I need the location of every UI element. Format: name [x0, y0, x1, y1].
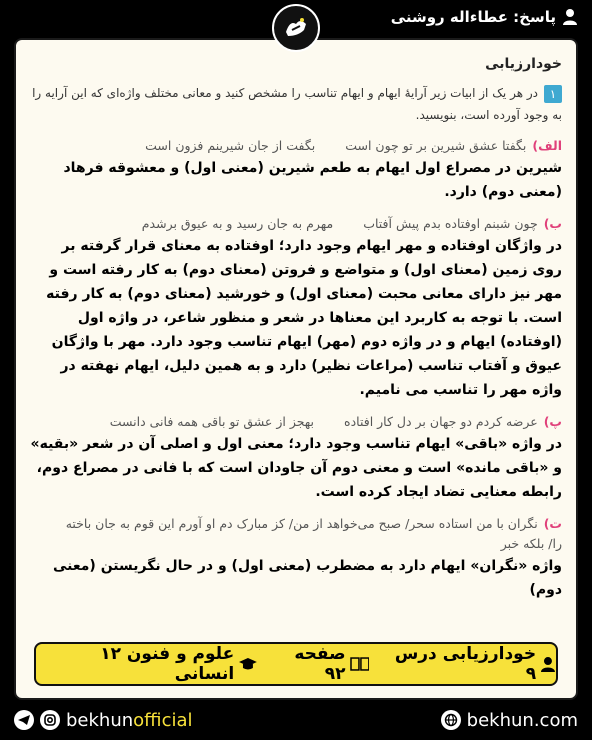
- instagram-icon[interactable]: [40, 710, 60, 730]
- social-handle[interactable]: [14, 710, 193, 731]
- lesson-footer: [34, 642, 558, 686]
- page-label: صفحه ۹۲: [294, 644, 346, 684]
- verse-right: عرضه کردم دو جهان بر دل کار افتاده: [344, 414, 538, 429]
- verse-right: بگفتا عشق شیرین بر تو چون است: [345, 138, 527, 153]
- website-text: bekhun.com: [466, 709, 578, 731]
- item-answer: شیرین در مصراع اول ایهام به طعم شیرین (معنی اول) و معشوقه فرهاد (معنی دوم) دارد.: [63, 160, 562, 200]
- item-answer: در واژه «باقی» ایهام تناسب وجود دارد؛ معنی اول و اصلی آن در شعر «بقیه» و «باقی مانده» است و معنی دوم آن جاودان است که با فانی در مصراع دوم، رابطه معنایی تضاد ایجاد کرده است.: [30, 436, 562, 500]
- graduation-cap-icon: [238, 656, 258, 672]
- verse: [30, 136, 562, 156]
- user-icon: [562, 8, 578, 26]
- answer-credit: [391, 8, 578, 26]
- section-title: خودارزیابی: [485, 56, 562, 72]
- answer-label: پاسخ: عطاءاله روشنی: [390, 8, 556, 26]
- verse-left: بگفت از جان شیرینم فزون است: [145, 138, 316, 153]
- verse-left: مهرم به جان رسید و به عیوق برشدم: [141, 216, 334, 231]
- bottom-bar: [0, 700, 592, 740]
- verse: [30, 514, 562, 554]
- website-link[interactable]: [441, 710, 578, 731]
- item-answer: در واژگان اوفتاده و مهر ایهام وجود دارد؛ اوفتاده به معنای قرار گرفته بر روی زمین (معنای اول) و متواضع و فروتن (معنای دوم) به کار رفته است و مهر نیز دارای معانی محبت (معنای اول) و خورشید (معنای دوم) به کار رفته است. با توجه به کاربرد این معناها در شعر و منظور شاعر، در واژه اول (اوفتاده) ایهام و در واژه دوم (مهر) ایهام تناسب وجود دارد. مهر با واژگان عیوق و آفتاب تناسب (مراعات نظیر) دارد و به همین دلیل، ایهام نهفته در واژه مهر را تناسب می نامیم.: [46, 238, 562, 398]
- verse: [30, 214, 562, 234]
- item-be: [30, 214, 562, 402]
- book-label: علوم و فنون ۱۲ انسانی: [100, 644, 235, 684]
- question-number: ۱: [544, 85, 562, 103]
- question-text: در هر یک از ابیات زیر آرایهٔ ایهام و ایهام تناسب را مشخص کنید و معانی مختلف واژه‌ای که این آرایه را به وجود آورده است، بنویسید.: [32, 86, 562, 122]
- social-accent: official: [133, 709, 193, 731]
- verse-left: بهجز از عشق تو باقی همه فانی دانست: [109, 414, 315, 429]
- item-mark: پ): [543, 414, 562, 429]
- verse-right: چون شبنم اوفتاده بدم پیش آفتاب: [363, 216, 538, 231]
- verse: [30, 412, 562, 432]
- item-answer: واژه «نگران» ایهام دارد به مضطرب (معنی اول) و در حال نگریستن (معنی دوم): [52, 558, 562, 598]
- item-alef: [30, 136, 562, 204]
- verse-right: نگران با من استاده سحر/ صبح می‌خواهد از من/ کز مبارک دم او آورم این قوم به جان باخته را/ بلکه خبر: [65, 516, 562, 551]
- item-te: [30, 514, 562, 602]
- telegram-icon[interactable]: [14, 710, 34, 730]
- content-card: [14, 38, 578, 700]
- item-mark: الف): [532, 138, 562, 153]
- lesson-label: خودارزیابی درس ۹: [394, 644, 537, 684]
- student-icon: [540, 656, 556, 672]
- book-icon: [350, 656, 370, 672]
- item-pe: [30, 412, 562, 504]
- globe-icon: [441, 710, 461, 730]
- item-mark: ت): [543, 516, 562, 531]
- bekhun-logo: [272, 4, 320, 52]
- question-intro: [30, 82, 562, 126]
- logo-icon: [278, 10, 314, 46]
- item-mark: ب): [543, 216, 562, 231]
- social-prefix: bekhun: [66, 709, 134, 731]
